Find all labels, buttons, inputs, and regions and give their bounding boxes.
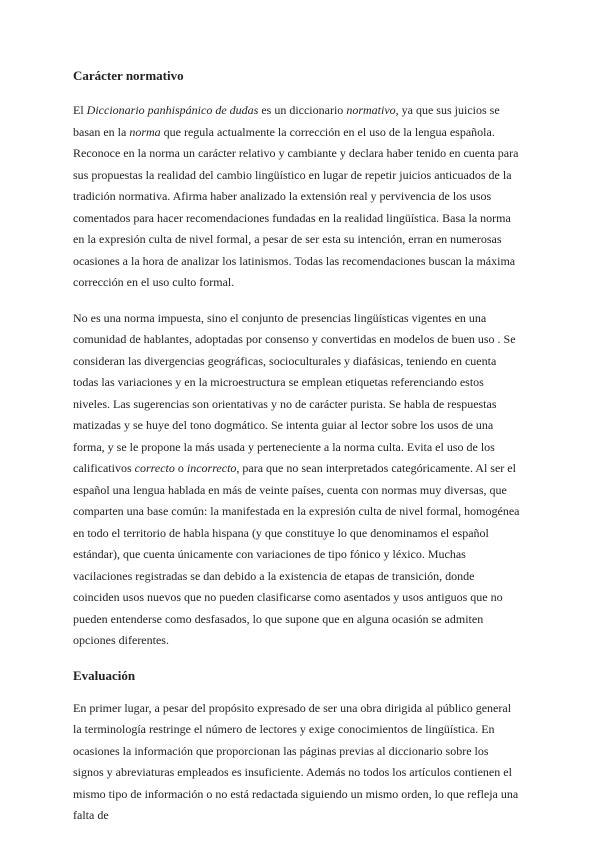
text-run: , para que no sean interpretados categóricamente. Al ser el español una lengua hablada en más de veinte países, cuenta con normas muy diversas, que comparten una base común: la manifestada en la expresión culta de nivel formal, homogénea en todo el territorio de habla hispana (y que constituye lo que denominamos el español estándar), que cuenta únicamente con variaciones de tipo fónico y léxico. Muchas vacilaciones registradas se dan debido a la existencia de etapas de transición, donde coinciden usos nuevos que no pueden clasificarse como asentados y usos antiguos que no pueden entenderse como desfasados, lo que supone que en alguna ocasión se admiten opciones diferentes. — [73, 461, 520, 647]
text-run: El — [73, 103, 87, 117]
text-run: que regula actualmente la corrección en el uso de la lengua española. Reconoce en la norma un carácter relativo y cambiante y declara haber tenido en cuenta para sus propuestas la realidad del cambio lingüístico en lugar de repetir juicios anticuados de la tradición normativa. Afirma haber analizado la extensión real y pervivencia de los usos comentados para hacer recomendaciones fundadas en la realidad lingüística. Basa la norma en la expresión culta de nivel formal, a pesar de ser esta su intención, erran en numerosas ocasiones a la hora de analizar los latinismos. Todas las recomendaciones buscan la máxima corrección en el uso culto formal. — [73, 124, 519, 289]
italic-term-norma: norma — [129, 124, 161, 139]
text-run: , ya que sus juicios se basan en la — [73, 103, 500, 139]
section-heading-evaluacion: Evaluación — [73, 667, 136, 683]
text-run: No es una norma impuesta, sino el conjunto de presencias lingüísticas vigentes en una comunidad de hablantes, adoptadas por consenso y convertidas en modelos de buen uso . Se consideran las divergencias geográficas, socioculturales y diafásicas, teniendo en cuenta todas las variaciones y en la microestructura se emplean etiquetas referenciando estos niveles. Las sugerencias son orientativas y no de carácter purista. Se habla de respuestas matizadas y se huye del tono dogmático. Se intenta guiar al lector sobre los usos de una forma, y se le propone la más usada y perteneciente a la norma culta. Evita el uso de los calificativos — [73, 310, 516, 475]
paragraph-normativo-2 — [73, 308, 521, 652]
italic-term-normativo: normativo — [346, 103, 396, 117]
italic-term-correcto: correcto — [134, 461, 175, 475]
section-heading-caracter-normativo: Carácter normativo — [73, 68, 184, 83]
italic-dictionary-title: Diccionario panhispánico de dudas — [86, 103, 259, 117]
text-run: o — [174, 461, 187, 475]
paragraph-evaluacion-1: En primer lugar, a pesar del propósito expresado de ser una obra dirigida al público general la terminología restringe el número de lectores y exige conocimientos de lingüística. En ocasiones la información que proporcionan las páginas previas al diccionario sobre los signos y abreviaturas empleados es insuficiente. Además no todos los artículos contienen el mismo tipo de información o no está redactada siguiendo un mismo orden, lo que refleja una falta de — [73, 700, 519, 822]
text-run: es un diccionario — [258, 103, 347, 117]
paragraph-normativo-1 — [73, 100, 521, 294]
italic-term-incorrecto: incorrecto — [186, 461, 237, 475]
